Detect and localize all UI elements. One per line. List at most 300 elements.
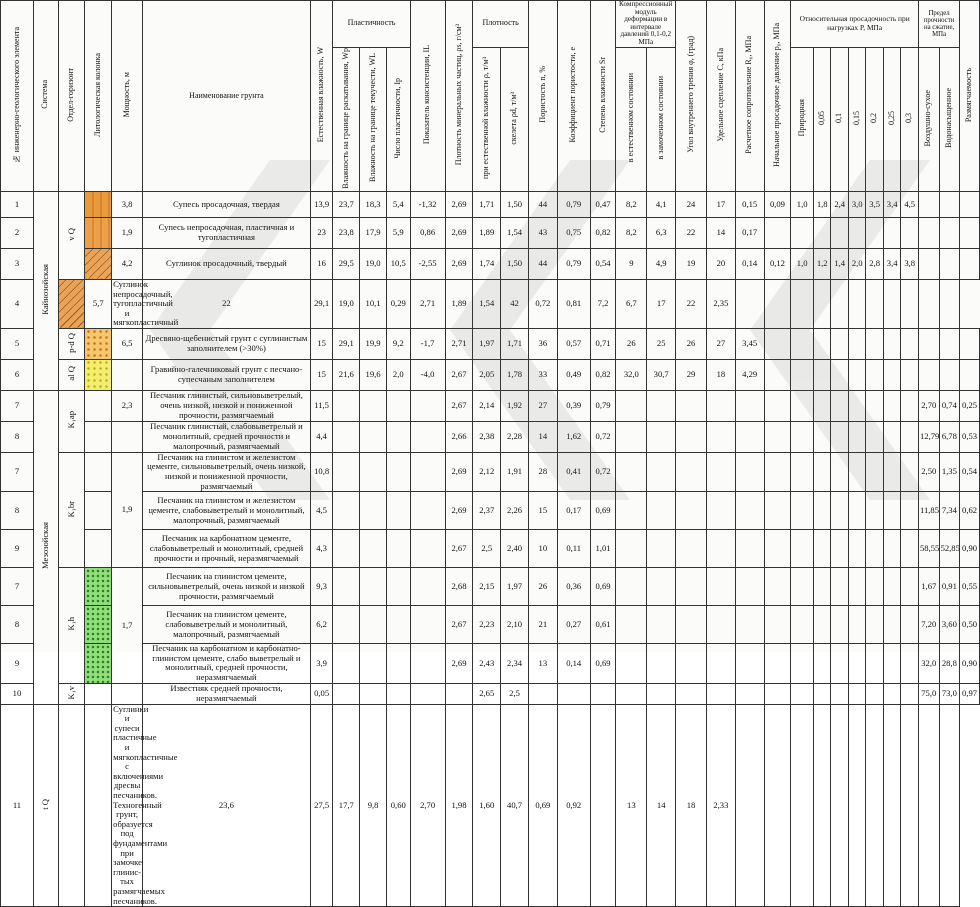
value-s4: 2,8 bbox=[866, 248, 883, 279]
value-w: 0,05 bbox=[310, 683, 333, 704]
value-s4 bbox=[848, 704, 865, 906]
value-c: 18 bbox=[706, 359, 735, 390]
value-R bbox=[735, 492, 764, 530]
value-pn bbox=[791, 359, 814, 390]
value-w: 23,6 bbox=[143, 704, 311, 906]
value-sf: 0,55 bbox=[960, 568, 980, 606]
value-wl: 19,0 bbox=[333, 279, 360, 328]
value-s1 bbox=[813, 217, 830, 248]
value-s4 bbox=[866, 530, 883, 568]
value-cn bbox=[616, 568, 647, 606]
header-p015: 0,15 bbox=[848, 47, 865, 191]
value-il bbox=[410, 530, 445, 568]
value-c bbox=[706, 530, 735, 568]
value-w: 13,9 bbox=[310, 191, 333, 217]
table-row bbox=[1, 390, 980, 421]
value-cw bbox=[647, 644, 676, 683]
value-ps: 2,67 bbox=[445, 606, 473, 644]
value-s4 bbox=[866, 390, 883, 421]
horizon-cell bbox=[58, 568, 85, 683]
value-sf: 0,97 bbox=[960, 683, 980, 704]
value-s3: 3,0 bbox=[848, 191, 865, 217]
value-p0 bbox=[764, 530, 791, 568]
value-rd: 7,20 bbox=[918, 606, 939, 644]
value-sr: 0,81 bbox=[557, 279, 590, 328]
value-cw bbox=[647, 421, 676, 452]
value-cn bbox=[616, 683, 647, 704]
value-rw: 28,8 bbox=[939, 644, 960, 683]
value-s4 bbox=[866, 644, 883, 683]
header-ip: Число пластичности, Ip bbox=[386, 47, 410, 191]
value-s2 bbox=[831, 359, 848, 390]
value-s1 bbox=[813, 328, 830, 359]
table-row bbox=[1, 191, 980, 217]
value-wp bbox=[333, 568, 360, 606]
thickness-cell: 4,2 bbox=[112, 248, 143, 279]
lithology-swatch bbox=[85, 568, 112, 606]
value-cn: 7,2 bbox=[590, 279, 616, 328]
value-ps bbox=[445, 683, 473, 704]
header-rho: при естественной влажности ρ, т/м³ bbox=[473, 47, 501, 191]
value-s6 bbox=[901, 328, 919, 359]
value-sf: 0,62 bbox=[960, 492, 980, 530]
value-ps: 2,69 bbox=[445, 191, 473, 217]
header-idx: № инженерно-геологического элемента bbox=[1, 1, 34, 192]
value-s6: 4,5 bbox=[901, 191, 919, 217]
value-e: 0,14 bbox=[557, 644, 590, 683]
value-rw: 73,0 bbox=[939, 683, 960, 704]
value-n: 44 bbox=[528, 248, 557, 279]
value-wp: 27,5 bbox=[310, 704, 333, 906]
value-il bbox=[410, 492, 445, 530]
value-rw bbox=[939, 328, 960, 359]
thickness-cell: 1,9 bbox=[112, 217, 143, 248]
system-label: Мезозойская bbox=[39, 522, 50, 570]
lithology-swatch bbox=[58, 704, 85, 906]
value-s1 bbox=[813, 390, 830, 421]
lithology-swatch bbox=[85, 359, 112, 390]
value-s3 bbox=[848, 530, 865, 568]
value-il: -1,7 bbox=[410, 328, 445, 359]
value-rd: 58,55 bbox=[918, 530, 939, 568]
value-pn bbox=[791, 568, 814, 606]
value-phi bbox=[676, 452, 707, 491]
value-n: 42 bbox=[501, 279, 529, 328]
value-s1: 1,2 bbox=[813, 248, 830, 279]
thickness-cell: 1,7 bbox=[112, 568, 143, 683]
value-s5 bbox=[883, 217, 900, 248]
thickness-cell bbox=[85, 704, 112, 906]
value-pn bbox=[791, 606, 814, 644]
value-n: 28 bbox=[528, 452, 557, 491]
value-rho: 2,23 bbox=[473, 606, 501, 644]
header-p01: 0,1 bbox=[831, 47, 848, 191]
value-p0 bbox=[764, 644, 791, 683]
value-rho: 2,5 bbox=[473, 530, 501, 568]
value-s5 bbox=[883, 359, 900, 390]
row-index: 8 bbox=[1, 606, 34, 644]
value-cw bbox=[647, 530, 676, 568]
row-index: 5 bbox=[1, 328, 34, 359]
value-s2 bbox=[831, 606, 848, 644]
soil-name: Песчаник на карбонатном и карбонатно-глинистом цементе, слабо выветрелый и монолитный, средней прочности, неразмягчаемый bbox=[143, 644, 311, 683]
value-il bbox=[410, 683, 445, 704]
value-wl bbox=[360, 421, 387, 452]
value-e: 0,72 bbox=[528, 279, 557, 328]
value-w: 23 bbox=[310, 217, 333, 248]
value-cn: 8,2 bbox=[616, 217, 647, 248]
lithology-swatch bbox=[85, 452, 112, 491]
value-cw: 25 bbox=[647, 328, 676, 359]
value-rw bbox=[918, 279, 939, 328]
value-wl: 17,9 bbox=[360, 217, 387, 248]
value-s6 bbox=[883, 704, 900, 906]
value-cn bbox=[616, 644, 647, 683]
header-rc: Предел прочности на сжатие, МПа bbox=[918, 1, 959, 48]
row-index: 8 bbox=[1, 492, 34, 530]
table-row bbox=[1, 328, 980, 359]
value-s2 bbox=[831, 683, 848, 704]
value-ps: 2,67 bbox=[445, 530, 473, 568]
value-sf bbox=[939, 279, 960, 328]
value-s5 bbox=[883, 421, 900, 452]
value-rw: 6,78 bbox=[939, 421, 960, 452]
value-s3 bbox=[848, 492, 865, 530]
row-index: 7 bbox=[1, 452, 34, 491]
value-s6 bbox=[901, 568, 919, 606]
table-row bbox=[1, 421, 980, 452]
value-w: 6,2 bbox=[310, 606, 333, 644]
value-s5 bbox=[866, 704, 883, 906]
value-s2 bbox=[831, 217, 848, 248]
value-ps: 2,67 bbox=[445, 390, 473, 421]
header-density: Плотность bbox=[473, 1, 529, 48]
value-pn bbox=[791, 683, 814, 704]
value-il bbox=[410, 421, 445, 452]
value-ps: 2,71 bbox=[410, 279, 445, 328]
soil-name: Песчаник на карбонатном цементе, слабовыветрелый и монолитный, средней прочности и прочный, неразмягчаемый bbox=[143, 530, 311, 568]
value-sr: 0,69 bbox=[590, 644, 616, 683]
value-n: 14 bbox=[528, 421, 557, 452]
value-n: 40,7 bbox=[501, 704, 529, 906]
value-s5 bbox=[883, 492, 900, 530]
value-e: 0,41 bbox=[557, 452, 590, 491]
value-pn bbox=[791, 217, 814, 248]
value-ps: 2,69 bbox=[445, 644, 473, 683]
value-rw bbox=[939, 191, 960, 217]
value-wp bbox=[333, 530, 360, 568]
value-s3 bbox=[848, 606, 865, 644]
header-horizon: Отдел-горизонт bbox=[58, 1, 85, 192]
value-rd: 75,0 bbox=[918, 683, 939, 704]
value-c bbox=[706, 452, 735, 491]
value-ps: 2,70 bbox=[410, 704, 445, 906]
value-cw: 4,1 bbox=[647, 191, 676, 217]
value-sr: 0,61 bbox=[590, 606, 616, 644]
value-s1 bbox=[791, 279, 814, 328]
value-s2: 1,4 bbox=[831, 248, 848, 279]
value-s1 bbox=[813, 359, 830, 390]
header-comp-natural: в естественном состоянии bbox=[616, 47, 647, 191]
value-cn bbox=[616, 390, 647, 421]
value-rho: 2,14 bbox=[473, 390, 501, 421]
value-wl: 19,0 bbox=[360, 248, 387, 279]
system-cell bbox=[33, 191, 58, 390]
value-wl bbox=[360, 568, 387, 606]
value-p0 bbox=[735, 279, 764, 328]
value-pn bbox=[791, 452, 814, 491]
value-w: 3,9 bbox=[310, 644, 333, 683]
row-index: 7 bbox=[1, 390, 34, 421]
header-R: Расчетное сопротивление R₀, МПа bbox=[735, 1, 764, 192]
value-R: 3,45 bbox=[735, 328, 764, 359]
value-sf: 0,53 bbox=[960, 421, 980, 452]
soil-name: Суглинок просадочный, твердый bbox=[143, 248, 311, 279]
value-c: 18 bbox=[676, 704, 707, 906]
header-p025: 0,25 bbox=[883, 47, 900, 191]
lithology-swatch bbox=[85, 191, 112, 217]
value-s1 bbox=[813, 606, 830, 644]
lithology-swatch bbox=[85, 421, 112, 452]
thickness-cell bbox=[112, 359, 143, 390]
horizon-cell bbox=[58, 328, 85, 359]
value-wl: 19,6 bbox=[360, 359, 387, 390]
value-il bbox=[410, 390, 445, 421]
value-s1 bbox=[813, 492, 830, 530]
value-rho: 1,71 bbox=[473, 191, 501, 217]
value-il: -1,32 bbox=[410, 191, 445, 217]
value-n: 10 bbox=[528, 530, 557, 568]
header-rhod: скелета ρd, т/м³ bbox=[501, 47, 529, 191]
value-ip bbox=[386, 530, 410, 568]
value-s2 bbox=[831, 530, 848, 568]
value-R: 2,33 bbox=[706, 704, 735, 906]
value-wl: 18,3 bbox=[360, 191, 387, 217]
value-s5 bbox=[883, 530, 900, 568]
value-sr: 0,79 bbox=[590, 390, 616, 421]
value-R: 2,35 bbox=[706, 279, 735, 328]
value-phi: 26 bbox=[676, 328, 707, 359]
value-rhod: 2,5 bbox=[501, 683, 529, 704]
value-il bbox=[410, 644, 445, 683]
value-rho: 1,89 bbox=[473, 217, 501, 248]
soil-name: Песчаник на глинистом и железистом цементе, сильновыветрелый, очень низкой, низкой и пониженной прочности, размягчаемый bbox=[143, 452, 311, 491]
value-ps: 2,69 bbox=[445, 452, 473, 491]
value-rw: 52,85 bbox=[939, 530, 960, 568]
thickness-cell: 5,7 bbox=[85, 279, 112, 328]
value-w: 15 bbox=[310, 359, 333, 390]
value-cw bbox=[647, 390, 676, 421]
value-il: 0,86 bbox=[410, 217, 445, 248]
value-R bbox=[735, 644, 764, 683]
value-rd bbox=[918, 217, 939, 248]
value-rd bbox=[901, 704, 919, 906]
header-relative-subsidence: Относительная просадочность при нагрузках P, МПа bbox=[791, 1, 919, 48]
value-il bbox=[410, 452, 445, 491]
value-wp bbox=[333, 606, 360, 644]
value-e: 0,17 bbox=[557, 492, 590, 530]
value-e: 0,69 bbox=[528, 704, 557, 906]
value-cn: 26 bbox=[616, 328, 647, 359]
value-wl bbox=[360, 390, 387, 421]
value-rhod: 1,54 bbox=[501, 217, 529, 248]
value-e: 0,57 bbox=[557, 328, 590, 359]
value-s6: 3,8 bbox=[901, 248, 919, 279]
value-n: 26 bbox=[528, 568, 557, 606]
value-s6 bbox=[901, 492, 919, 530]
value-sf bbox=[960, 328, 980, 359]
horizon-cell bbox=[58, 359, 85, 390]
row-index: 9 bbox=[1, 530, 34, 568]
thickness-cell: 2,3 bbox=[112, 390, 143, 421]
value-wp bbox=[333, 452, 360, 491]
value-phi bbox=[676, 683, 707, 704]
horizon-cell bbox=[58, 683, 85, 704]
value-p0 bbox=[764, 568, 791, 606]
value-s3 bbox=[831, 704, 848, 906]
soil-name: Песчаник на глинистом и железистом цементе, слабовыветрелый и монолитный, малопрочный, размягчаемый bbox=[143, 492, 311, 530]
value-p0 bbox=[764, 452, 791, 491]
value-e: 0,75 bbox=[557, 217, 590, 248]
value-wp bbox=[333, 492, 360, 530]
value-s4 bbox=[866, 452, 883, 491]
value-il: 0,29 bbox=[386, 279, 410, 328]
value-wl bbox=[360, 606, 387, 644]
value-s2 bbox=[813, 279, 830, 328]
value-R bbox=[735, 452, 764, 491]
value-p0 bbox=[764, 606, 791, 644]
value-ip: 10,5 bbox=[386, 248, 410, 279]
value-c: 27 bbox=[706, 328, 735, 359]
value-rhod: 2,28 bbox=[501, 421, 529, 452]
value-wl bbox=[360, 644, 387, 683]
value-cn bbox=[616, 492, 647, 530]
row-index: 6 bbox=[1, 359, 34, 390]
value-ps: 2,66 bbox=[445, 421, 473, 452]
value-s6 bbox=[901, 217, 919, 248]
value-rho: 1,89 bbox=[445, 279, 473, 328]
row-index: 3 bbox=[1, 248, 34, 279]
value-rd: 2,50 bbox=[918, 452, 939, 491]
value-s2 bbox=[831, 328, 848, 359]
row-index: 10 bbox=[1, 683, 34, 704]
value-s3 bbox=[848, 644, 865, 683]
value-rd bbox=[918, 328, 939, 359]
value-pn bbox=[791, 644, 814, 683]
value-sr: 0,92 bbox=[557, 704, 590, 906]
value-e: 0,79 bbox=[557, 191, 590, 217]
value-cn bbox=[590, 704, 616, 906]
value-s4 bbox=[866, 421, 883, 452]
value-il: 0,60 bbox=[386, 704, 410, 906]
header-p005: 0,05 bbox=[813, 47, 830, 191]
value-rho: 1,98 bbox=[445, 704, 473, 906]
value-cn: 9 bbox=[616, 248, 647, 279]
value-sr: 0,69 bbox=[590, 492, 616, 530]
value-phi: 14 bbox=[647, 704, 676, 906]
value-rhod: 1,50 bbox=[501, 191, 529, 217]
value-s4 bbox=[866, 683, 883, 704]
value-s5 bbox=[883, 390, 900, 421]
row-index: 4 bbox=[1, 279, 34, 328]
value-s6 bbox=[901, 606, 919, 644]
horizon-label: K₁h bbox=[65, 617, 76, 631]
value-R: 0,15 bbox=[735, 191, 764, 217]
value-pn bbox=[791, 530, 814, 568]
value-s4 bbox=[866, 568, 883, 606]
value-s3 bbox=[848, 390, 865, 421]
value-rw: 0,91 bbox=[939, 568, 960, 606]
value-s2 bbox=[831, 568, 848, 606]
value-rho: 2,12 bbox=[473, 452, 501, 491]
horizon-cell bbox=[58, 390, 85, 452]
value-il bbox=[410, 568, 445, 606]
value-wp bbox=[333, 421, 360, 452]
lithology-swatch bbox=[85, 530, 112, 568]
table-body bbox=[1, 191, 980, 906]
value-R: 4,29 bbox=[735, 359, 764, 390]
value-phi bbox=[676, 644, 707, 683]
lithology-swatch bbox=[85, 644, 112, 683]
value-wl: 17,7 bbox=[333, 704, 360, 906]
value-ps: 2,69 bbox=[445, 248, 473, 279]
value-rhod: 1,78 bbox=[501, 359, 529, 390]
value-w: 4,4 bbox=[310, 421, 333, 452]
value-s6 bbox=[901, 421, 919, 452]
value-ps: 2,68 bbox=[445, 568, 473, 606]
table-row bbox=[1, 359, 980, 390]
value-pn: 1,0 bbox=[791, 248, 814, 279]
value-s5 bbox=[883, 568, 900, 606]
value-ps: 2,69 bbox=[445, 492, 473, 530]
value-cn bbox=[616, 606, 647, 644]
value-wl bbox=[360, 530, 387, 568]
soil-name: Песчаник глинистый, слабовыветрелый и монолитный, средней прочности и малопрочный, размягчаемый bbox=[143, 421, 311, 452]
value-w: 4,3 bbox=[310, 530, 333, 568]
value-rhod: 2,40 bbox=[501, 530, 529, 568]
value-c bbox=[706, 421, 735, 452]
value-s6 bbox=[901, 530, 919, 568]
soil-name: Супесь непросадочная, пластичная и тугопластичная bbox=[143, 217, 311, 248]
header-softening: Размягчаемость bbox=[960, 1, 980, 192]
horizon-label: K₁ap bbox=[65, 411, 76, 429]
value-p0 bbox=[764, 359, 791, 390]
value-R bbox=[735, 683, 764, 704]
value-c: 17 bbox=[706, 191, 735, 217]
value-ip bbox=[386, 683, 410, 704]
value-rhod: 1,50 bbox=[501, 248, 529, 279]
value-il bbox=[410, 606, 445, 644]
table-row bbox=[1, 492, 980, 530]
value-p0 bbox=[764, 217, 791, 248]
value-s6 bbox=[883, 279, 900, 328]
value-rw bbox=[918, 704, 939, 906]
value-pn bbox=[791, 328, 814, 359]
value-s4 bbox=[866, 328, 883, 359]
value-cn: 8,2 bbox=[616, 191, 647, 217]
value-sf bbox=[960, 191, 980, 217]
value-s4 bbox=[866, 492, 883, 530]
value-c bbox=[706, 568, 735, 606]
value-s2: 2,4 bbox=[831, 191, 848, 217]
value-rd bbox=[918, 248, 939, 279]
value-cn: 32,0 bbox=[616, 359, 647, 390]
lithology-swatch bbox=[85, 328, 112, 359]
header-ecoef: Коэффициент пористости, e bbox=[557, 1, 590, 192]
value-sr: 0,71 bbox=[590, 328, 616, 359]
value-s1: 1,8 bbox=[813, 191, 830, 217]
value-ip: 9,8 bbox=[360, 704, 387, 906]
